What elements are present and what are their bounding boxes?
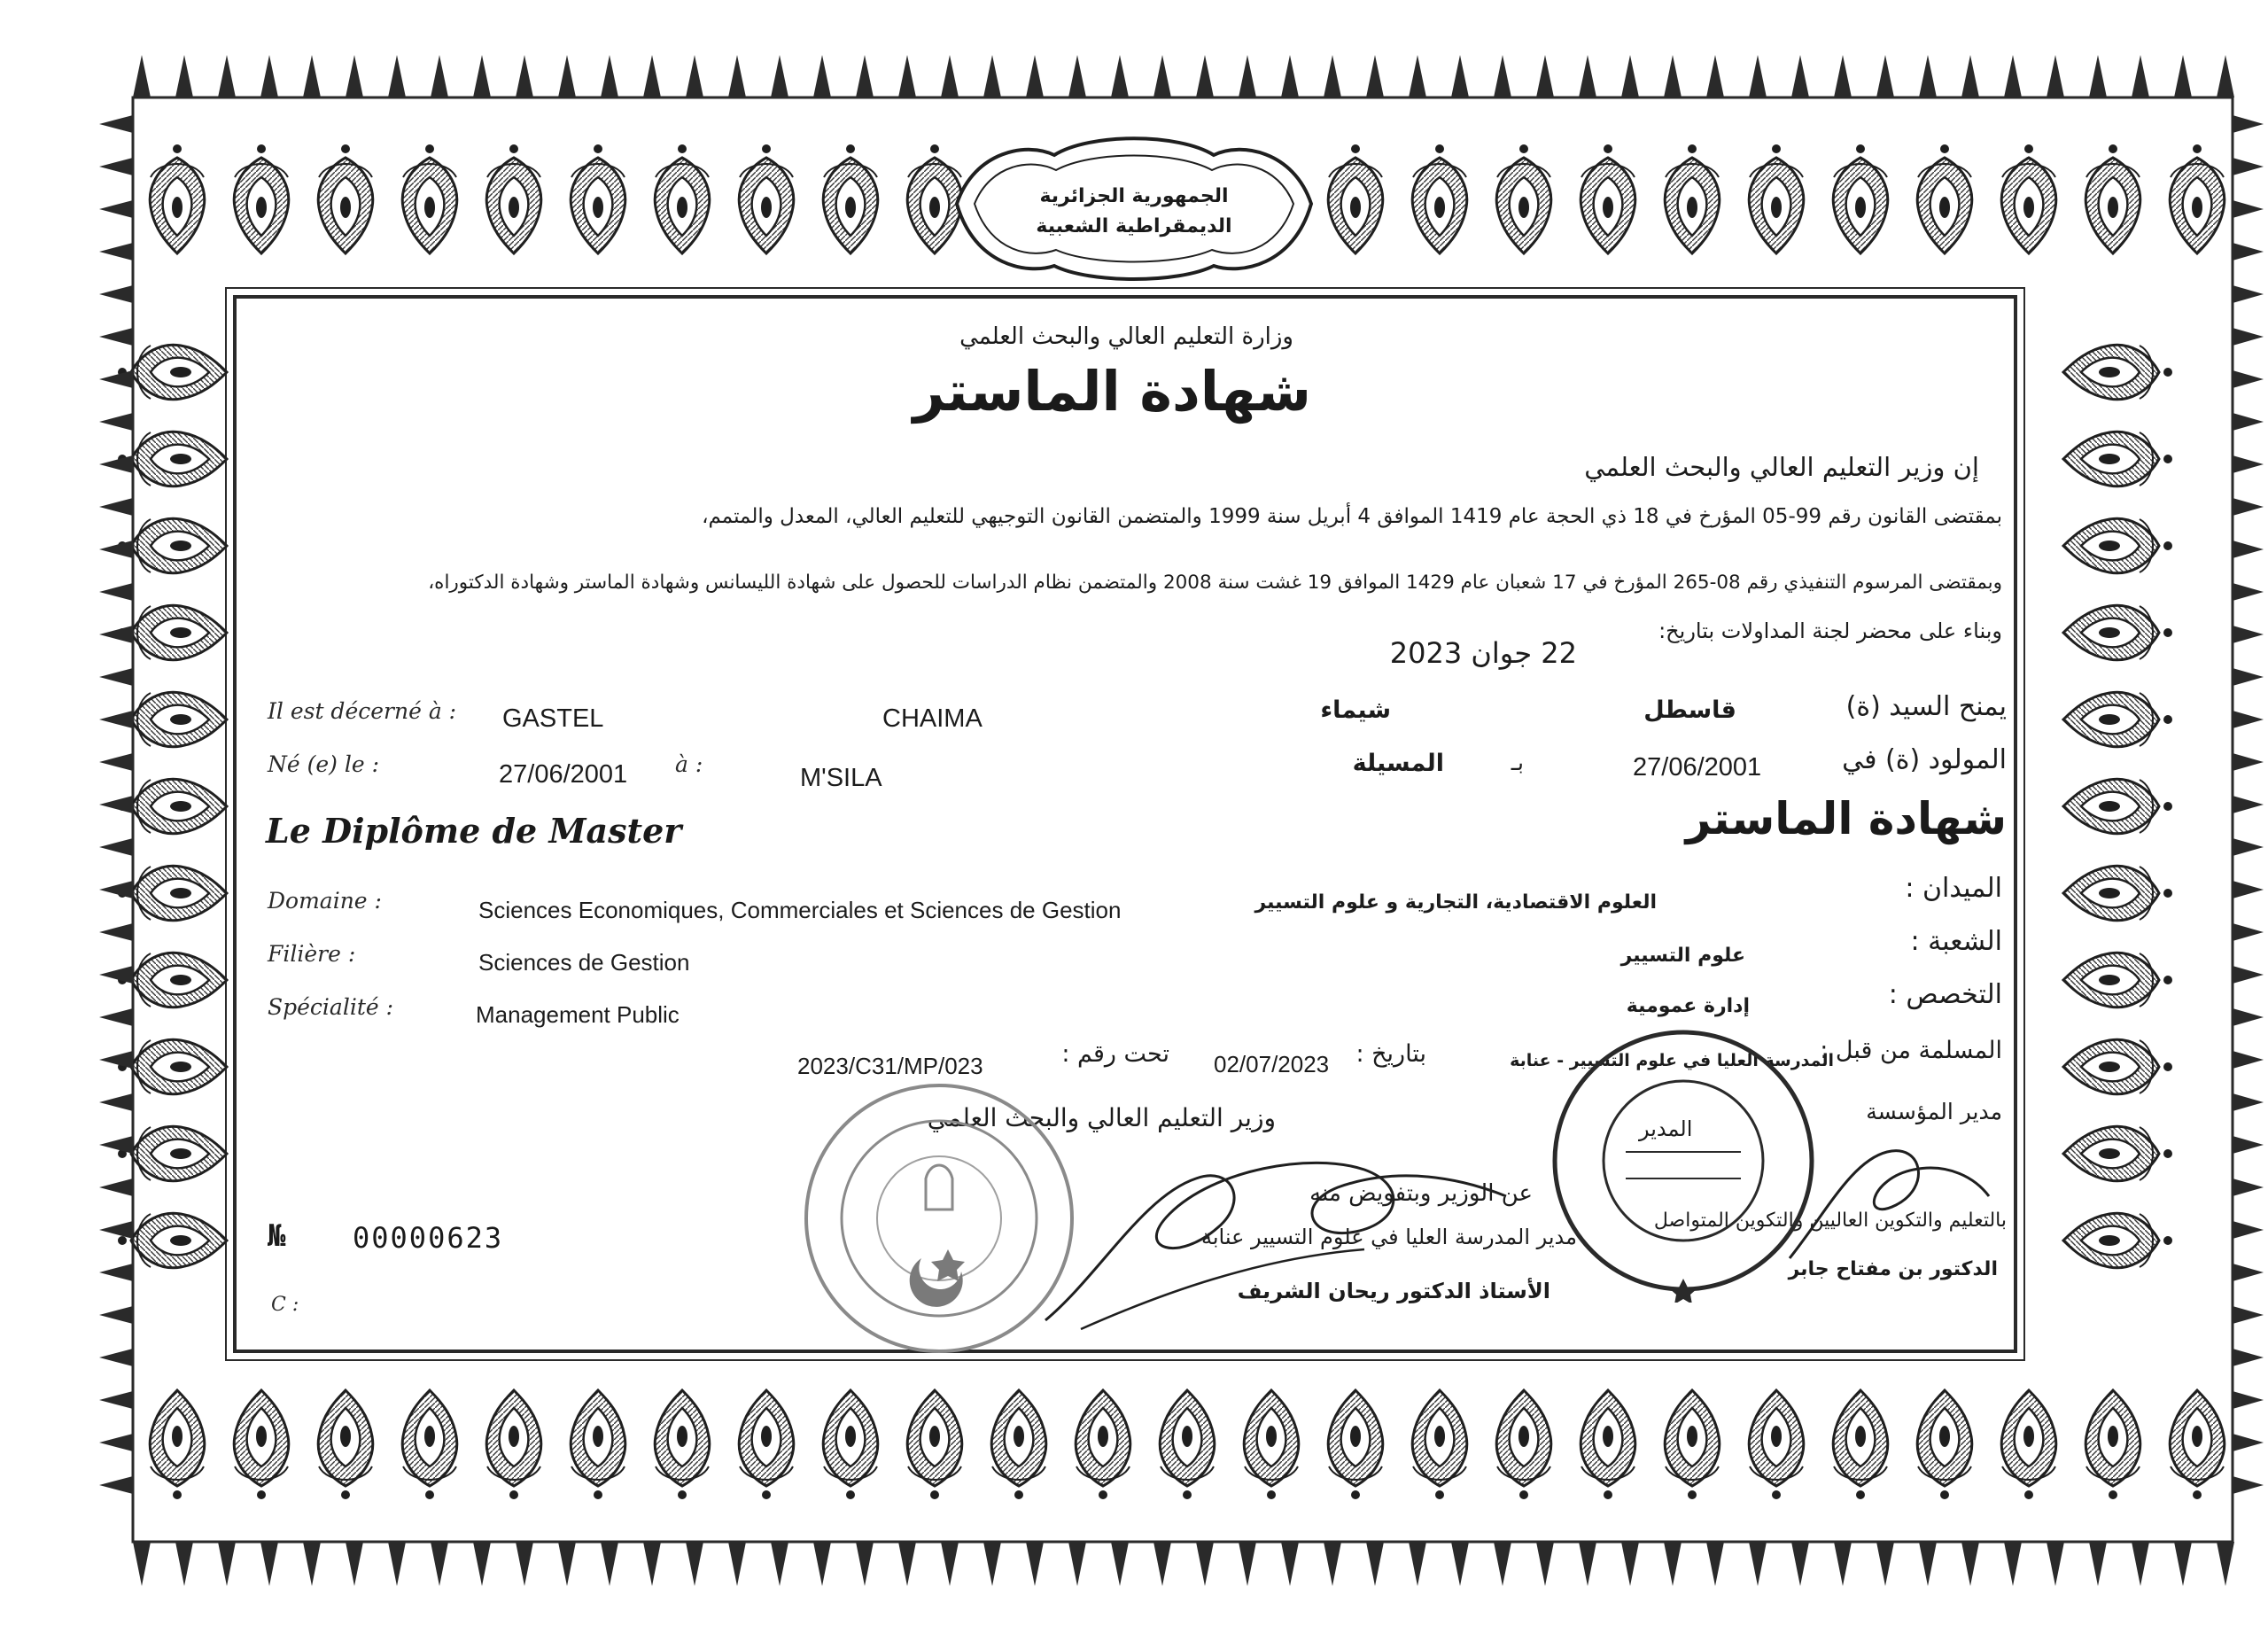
border-spike [1579,1542,1596,1586]
border-spike [1111,55,1129,97]
border-motif [1160,1390,1215,1499]
border-spike [601,55,618,97]
border-motif [739,1390,794,1499]
border-spike [643,55,661,97]
border-spike [1111,1542,1129,1586]
border-spike [686,55,703,97]
border-spike [2233,1136,2264,1154]
border-spike [346,1542,363,1586]
border-motif [318,144,373,253]
border-motif [1328,1390,1383,1499]
border-spike [1366,1542,1384,1586]
border-spike [771,55,788,97]
border-spike [2233,115,2264,133]
border-spike [99,1306,133,1324]
border-motif [571,144,625,253]
border-spike [1876,55,1894,97]
birth-label-fr: Né (e) le : [268,751,380,777]
border-motif [1076,1390,1130,1499]
border-spike [1706,1542,1724,1586]
border-spike [898,55,916,97]
filiere-value-ar: علوم التسيير [1620,945,1745,967]
border-spike [1919,1542,1937,1586]
border-motif [486,144,541,253]
border-motif [907,144,962,253]
border-spike [1791,55,1809,97]
filiere-label-fr: Filière : [268,941,356,967]
birth-date: 27/06/2001 [499,760,628,789]
border-spike [2174,55,2192,97]
border-spike [99,668,133,686]
border-motif [2063,953,2172,1007]
border-motif [2063,1126,2172,1181]
recipient-last-name: GASTEL [502,704,604,733]
border-spike [303,1542,321,1586]
border-spike [771,1542,788,1586]
director-signature [1772,1108,2002,1285]
border-spike [2233,626,2264,643]
border-spike [1494,1542,1511,1586]
border-motif [150,1390,205,1499]
border-spike [2233,753,2264,771]
border-spike [2233,200,2264,218]
border-motif [823,144,878,253]
border-spike [99,541,133,558]
border-spike [2132,1542,2149,1586]
delivery-number: 2023/C31/MP/023 [797,1053,983,1079]
border-spike [2174,1542,2192,1586]
republic-heading: الجمهورية الجزائرية الديمقراطية الشعبية [1036,185,1232,237]
border-motif [1581,1390,1635,1499]
border-spike [1324,55,1341,97]
border-spike [2233,668,2264,686]
border-motif [1581,144,1635,253]
border-spike [99,1264,133,1281]
border-motif [2063,605,2172,660]
border-motif [1749,144,1804,253]
border-spike [2233,796,2264,813]
minister-signature [1028,1116,1524,1347]
border-spike [2233,1306,2264,1324]
border-spike [388,1542,406,1586]
school-director-ar: مدير المدرسة العليا في علوم التسيير عنابة [1200,1225,1577,1249]
border-motif [739,144,794,253]
filiere-value-fr: Sciences de Gestion [478,949,690,976]
border-spike [2233,243,2264,261]
border-spike [2047,1542,2064,1586]
border-spike [1366,55,1384,97]
border-spike [1196,1542,1214,1586]
border-spike [1239,55,1256,97]
border-spike [601,1542,618,1586]
border-motif [234,144,289,253]
border-motif [1749,1390,1804,1499]
border-spike [133,1542,151,1586]
border-spike [2233,158,2264,175]
border-spike [643,1542,661,1586]
border-spike [99,1178,133,1196]
delivery-date-label-ar: بتاريخ : [1355,1040,1426,1068]
domain-label-fr: Domaine : [268,888,382,914]
border-spike [2233,583,2264,601]
border-motif [1833,1390,1888,1499]
border-spike [99,966,133,984]
border-spike [2233,1178,2264,1196]
border-spike [303,55,321,97]
left-doctor-ar: الدكتور بن مفتاح جابر [1788,1258,1998,1280]
stamp-director-word: المدير [1639,1116,1693,1141]
border-motif [571,1390,625,1499]
border-motif [1496,1390,1551,1499]
border-spike [1876,1542,1894,1586]
border-motif [907,1390,962,1499]
delivery-date: 02/07/2023 [1214,1051,1330,1077]
border-spike [1494,55,1511,97]
border-spike [1324,1542,1341,1586]
border-spike [346,55,363,97]
border-spike [2233,328,2264,346]
domain-label-ar: الميدان : [1905,873,2002,904]
border-spike [1961,55,1979,97]
recipient-label-fr: Il est décerné à : [268,698,457,724]
border-spike [99,583,133,601]
border-spike [2233,1093,2264,1111]
delivery-number-label-ar: تحت رقم : [1061,1040,1169,1068]
border-spike [175,55,193,97]
border-motif [150,144,205,253]
border-spike [2233,370,2264,388]
border-spike [2047,55,2064,97]
serial-number: 00000623 [353,1221,504,1255]
border-spike [941,1542,959,1586]
border-spike [2233,1264,2264,1281]
border-motif [2085,144,2140,253]
border-spike [1153,55,1171,97]
border-spike [856,1542,874,1586]
border-spike [99,115,133,133]
border-spike [99,455,133,473]
border-motif [1328,144,1383,253]
border-spike [99,1093,133,1111]
border-spike [813,55,831,97]
recipient-first-name-ar: شيماء [1320,696,1391,724]
border-spike [1919,55,1937,97]
border-spike [99,1008,133,1026]
border-motif [1665,1390,1720,1499]
filiere-label-ar: الشعبة : [1910,926,2002,957]
border-spike [1239,1542,1256,1586]
border-spike [2233,838,2264,856]
border-spike [2233,498,2264,516]
preamble-line-4: وبناء على محضر لجنة المداولات بتاريخ: [1658,618,2002,643]
border-spike [260,1542,278,1586]
border-motif [991,1390,1046,1499]
border-spike [260,55,278,97]
border-motif [2063,1039,2172,1094]
diploma-title-fr: Le Diplôme de Master [266,811,682,851]
border-spike [1834,55,1852,97]
border-motif [1412,144,1467,253]
border-motif [2063,779,2172,834]
border-spike [99,498,133,516]
border-spike [99,838,133,856]
birth-place: M'SILA [800,764,882,792]
speciality-value-fr: Management Public [476,1001,680,1028]
border-spike [1536,1542,1554,1586]
border-spike [728,55,746,97]
border-spike [99,881,133,898]
border-spike [99,753,133,771]
delegation-ar: عن الوزير وبتفويض منه [1309,1180,1533,1207]
speciality-label-ar: التخصص : [1888,979,2002,1010]
border-motif [234,1390,289,1499]
border-spike [558,1542,576,1586]
border-spike [133,55,151,97]
border-motif [2063,692,2172,747]
speciality-label-fr: Spécialité : [268,994,394,1020]
border-spike [1068,55,1086,97]
border-spike [686,1542,703,1586]
border-spike [2004,55,2022,97]
border-motif [2001,144,2056,253]
birth-date-ar: 27/06/2001 [1633,753,1762,782]
border-motif [1496,144,1551,253]
border-motif [402,1390,457,1499]
border-spike [1026,55,1044,97]
birth-at-fr: à : [675,751,703,777]
border-spike [728,1542,746,1586]
border-spike [431,55,448,97]
border-spike [218,55,236,97]
border-spike [941,55,959,97]
border-spike [99,923,133,941]
director-label-ar: مدير المؤسسة [1866,1099,2002,1124]
border-spike [99,796,133,813]
border-spike [2233,966,2264,984]
border-spike [99,243,133,261]
border-motif [2063,345,2172,400]
preamble-line-3: وبمقتضى المرسوم التنفيذي رقم 08-265 المؤرخ في 17 شعبان عام 1429 الموافق 19 غشت سنة 2008 والمتضمن نظام الدراسات للحصول على شهادة الليسانس وشهادة الماستر وشهادة الدكتوراه، [428,572,2002,594]
border-motif [2063,866,2172,921]
border-spike [2132,55,2149,97]
border-spike [2233,1051,2264,1069]
border-spike [1451,1542,1469,1586]
border-spike [1196,55,1214,97]
border-spike [2233,881,2264,898]
border-motif [2063,1213,2172,1268]
recipient-last-name-ar: قاسطل [1643,696,1736,724]
left-director-ar: بالتعليم والتكوين العاليين والتكوين المتواصل [1653,1210,2007,1232]
border-spike [1749,1542,1767,1586]
border-spike [99,200,133,218]
minister-ar: وزير التعليم العالي والبحث العلمي [927,1103,1276,1132]
border-spike [99,413,133,431]
border-spike [99,1434,133,1451]
border-spike [1409,1542,1426,1586]
border-spike [99,1051,133,1069]
border-spike [99,328,133,346]
border-motif [1665,144,1720,253]
deliberation-date: 22 جوان 2023 [1389,636,1577,670]
border-spike [2089,1542,2107,1586]
border-spike [1664,55,1682,97]
border-spike [99,158,133,175]
birth-place-ar: المسيلة [1352,750,1444,777]
recipient-label-ar: يمنح السيد (ة) [1845,691,2007,722]
border-spike [99,1221,133,1239]
border-motif [823,1390,878,1499]
border-spike [2217,1542,2234,1586]
border-spike [1026,1542,1044,1586]
border-spike [856,55,874,97]
border-spike [1791,1542,1809,1586]
border-motif [2170,1390,2225,1499]
border-spike [516,1542,533,1586]
border-motif [2063,518,2172,573]
border-spike [1409,55,1426,97]
birth-at-ar: بـ [1511,750,1524,775]
border-spike [2233,923,2264,941]
border-spike [175,1542,193,1586]
border-motif [2085,1390,2140,1499]
border-spike [431,1542,448,1586]
border-spike [2233,711,2264,728]
border-motif [1833,144,1888,253]
border-spike [1621,1542,1639,1586]
border-motif [1917,144,1972,253]
border-spike [1068,1542,1086,1586]
footer-c-label: C : [271,1294,299,1316]
border-spike [473,1542,491,1586]
certificate-title-ar: شهادة الماستر [913,359,1311,424]
border-motif [655,1390,710,1499]
border-spike [388,55,406,97]
border-spike [1153,1542,1171,1586]
domain-value-fr: Sciences Economiques, Commerciales et Sciences de Gestion [478,897,1122,923]
border-motif [2001,1390,2056,1499]
border-spike [1664,1542,1682,1586]
border-motif [402,144,457,253]
border-spike [99,1349,133,1366]
border-spike [2233,1221,2264,1239]
border-spike [2233,1349,2264,1366]
diploma-title-ar: شهادة الماستر [1685,793,2007,844]
border-spike [983,1542,1001,1586]
border-spike [2233,541,2264,558]
border-spike [2089,55,2107,97]
border-spike [983,55,1001,97]
border-motif [1244,1390,1299,1499]
border-spike [2233,1434,2264,1451]
border-spike [2233,1008,2264,1026]
border-spike [2233,413,2264,431]
border-spike [218,1542,236,1586]
border-spike [1281,1542,1299,1586]
border-motif [486,1390,541,1499]
recipient-first-name: CHAIMA [882,704,983,733]
border-spike [2233,1476,2264,1494]
border-spike [558,55,576,97]
speciality-value-ar: إدارة عمومية [1626,995,1750,1017]
birth-label-ar: المولود (ة) في [1842,744,2007,775]
border-spike [1706,55,1724,97]
border-spike [99,1391,133,1409]
border-spike [1621,55,1639,97]
border-spike [1749,55,1767,97]
serial-prefix: № [268,1218,286,1254]
border-motif [2063,432,2172,486]
delivery-label-ar: المسلمة من قبل : [1820,1037,2002,1064]
border-spike [2233,1391,2264,1409]
border-spike [1579,55,1596,97]
border-spike [473,55,491,97]
border-spike [2233,455,2264,473]
border-spike [99,711,133,728]
border-spike [99,285,133,303]
border-spike [1834,1542,1852,1586]
border-spike [2217,55,2234,97]
border-motif [1917,1390,1972,1499]
domain-value-ar: العلوم الاقتصادية، التجارية و علوم التسيير [1254,891,1657,914]
preamble-line-2: بمقتضى القانون رقم 99-05 المؤرخ في 18 ذي الحجة عام 1419 الموافق 4 أبريل سنة 1999 والمتضمن القانون التوجيهي للتعليم العالي، المعدل والمتمم، [702,505,2002,528]
border-spike [1961,1542,1979,1586]
border-spike [1451,55,1469,97]
ministry-heading: وزارة التعليم العالي والبحث العلمي [959,323,1293,350]
border-spike [1536,55,1554,97]
border-spike [99,1136,133,1154]
border-spike [2004,1542,2022,1586]
border-motif [318,1390,373,1499]
border-motif [2170,144,2225,253]
border-spike [813,1542,831,1586]
border-spike [99,626,133,643]
preamble-line-1: إن وزير التعليم العالي والبحث العلمي [1584,452,1979,482]
border-motif [655,144,710,253]
professor-name-ar: الأستاذ الدكتور ريحان الشريف [1237,1279,1550,1303]
border-spike [1281,55,1299,97]
border-spike [2233,285,2264,303]
border-spike [99,370,133,388]
border-spike [516,55,533,97]
border-motif [1412,1390,1467,1499]
delivery-institution-ar: المدرسة العليا في علوم التسيير - عنابة [1510,1051,1834,1070]
border-spike [99,1476,133,1494]
border-spike [898,1542,916,1586]
